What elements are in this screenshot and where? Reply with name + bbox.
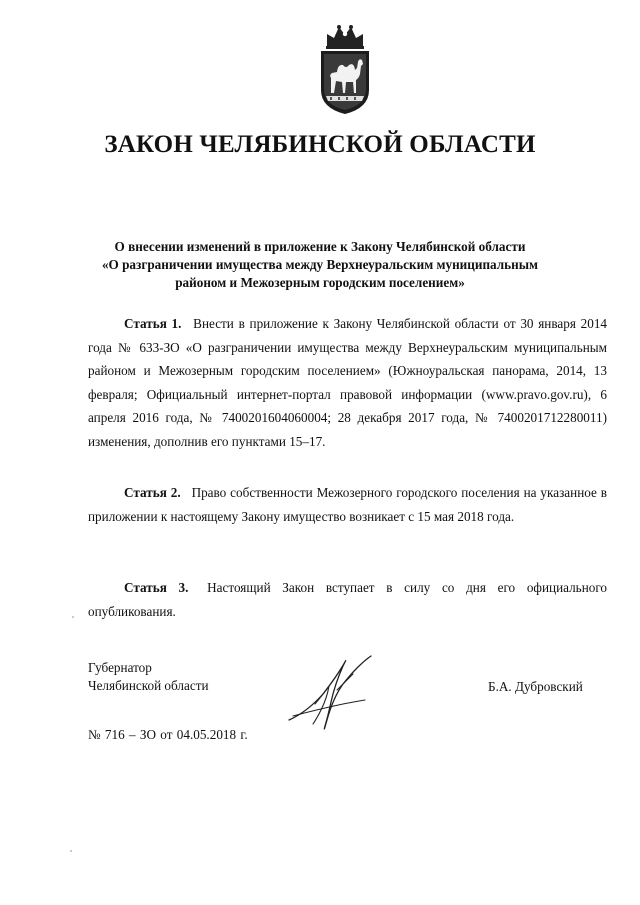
article-3-heading: Статья 3. (124, 580, 189, 595)
subject-line-2: «О разграничении имущества между Верхнеуральским муниципальным (101, 257, 539, 272)
signer-position-line-2: Челябинской области (88, 678, 209, 693)
article-2 (88, 481, 607, 528)
law-title: ЗАКОН ЧЕЛЯБИНСКОЙ ОБЛАСТИ (104, 131, 536, 158)
article-1 (88, 312, 607, 453)
article-1-text: Внести в приложение к Закону Челябинской области от 30 января 2014 года № 633-ЗО «О разграничении имущества между Верхнеуральским муниципальным районом и Межозерным городским поселением» (Южноуральская панорама, 2014, 13 февраля; Официальный интернет-портал правовой информации (www.pravo.gov.ru), 6 апреля 2016 года, № 7400201604060004; 28 декабря 2017 года, № 7400201712280011) изменения, дополнив его пунктами 15–17. (88, 316, 608, 449)
law-subject-heading (60, 238, 580, 292)
subject-line-3: районом и Межозерным городским поселением» (175, 275, 465, 290)
article-2-text: Право собственности Межозерного городского поселения на указанное в приложении к настоящему Закону имущество возникает с 15 мая 2018 года. (88, 485, 608, 524)
article-3-text: Настоящий Закон вступает в силу со дня его официального опубликования. (88, 580, 608, 619)
registration-number: № 716 – ЗО от 04.05.2018 г. (88, 727, 248, 742)
signer-position (88, 659, 209, 695)
scan-speck (72, 616, 74, 618)
signer-position-line-1: Губернатор (88, 660, 152, 675)
article-1-heading: Статья 1. (124, 316, 182, 331)
subject-line-1: О внесении изменений в приложение к Закону Челябинской области (114, 239, 526, 254)
scan-speck (70, 850, 72, 852)
handwritten-signature (285, 654, 380, 739)
article-3 (88, 576, 607, 623)
article-2-heading: Статья 2. (124, 485, 181, 500)
chelyabinsk-coat-of-arms-icon (312, 22, 378, 118)
signer-name: Б.А. Дубровский (488, 679, 583, 694)
